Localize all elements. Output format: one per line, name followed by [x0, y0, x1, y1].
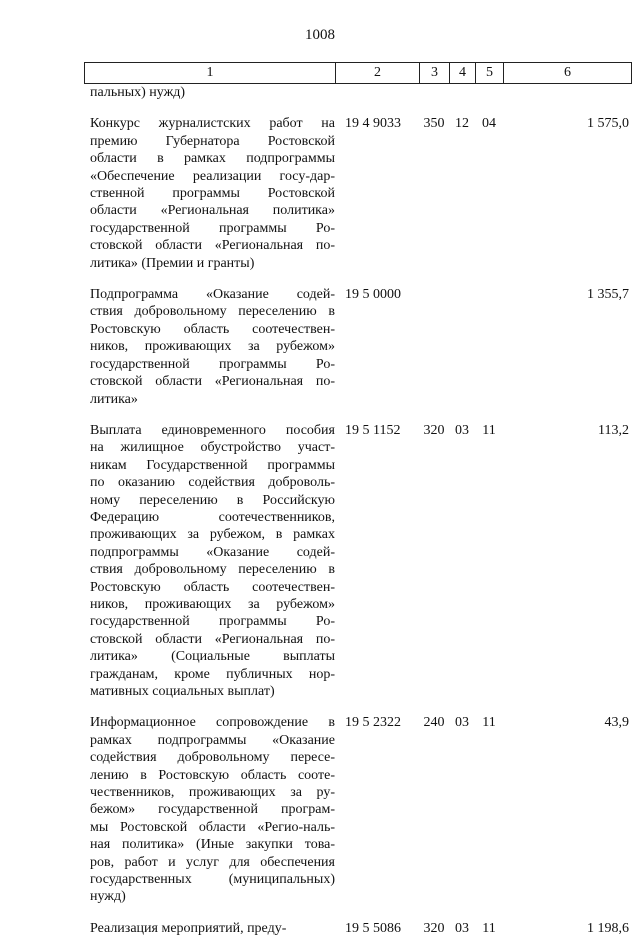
- row-amount: 1 198,6: [587, 920, 629, 936]
- column-header-3: 3: [420, 63, 450, 84]
- description-line: ному переселению в Российскую: [90, 492, 335, 508]
- row-col-4: 12: [455, 116, 469, 132]
- row-col-5: 04: [482, 116, 496, 132]
- row-col-5: [475, 272, 503, 408]
- description-line: стовской области «Региональная по-: [90, 631, 335, 647]
- description-line: рамках подпрограммы «Оказание: [90, 732, 335, 748]
- description-line: ствия добровольному переселению в: [90, 304, 335, 320]
- row-code: [335, 84, 419, 101]
- page-number: 1008: [305, 27, 335, 43]
- description-line: области в рамках подпрограммы: [90, 151, 335, 167]
- description-line: литика»: [90, 391, 138, 407]
- table-row: [84, 408, 631, 701]
- row-description: [84, 408, 335, 701]
- table-row: [84, 906, 631, 937]
- description-line: ров, работ и услуг для обеспечения: [90, 854, 335, 870]
- description-line: по оказанию содействия доброволь-: [90, 475, 335, 491]
- description-line: государственной программы Ро-: [90, 356, 335, 372]
- row-col-3: [419, 272, 449, 408]
- row-col-4: 03: [455, 422, 469, 438]
- description-line: нужд): [90, 889, 126, 905]
- description-line: литика» (Премии и гранты): [90, 255, 255, 271]
- description-line: Подпрограмма «Оказание содей-: [90, 287, 335, 303]
- row-col-4: 03: [455, 715, 469, 731]
- row-description: [84, 84, 335, 101]
- row-col-3: [419, 84, 449, 101]
- description-line: Ростовскую область соотечествен-: [90, 579, 335, 595]
- row-amount: 1 355,7: [587, 287, 629, 303]
- row-col-3: 320: [423, 422, 445, 438]
- table-row: [84, 84, 631, 101]
- description-line: государственной программы Ро-: [90, 614, 335, 630]
- description-line: ствия добровольному переселению в: [90, 562, 335, 578]
- description-line: ников, проживающих за рубежом»: [90, 339, 335, 355]
- description-line: гражданам, кроме публичных нор-: [90, 666, 335, 682]
- description-line: Ростовскую область соотечествен-: [90, 321, 335, 337]
- table-row: [84, 272, 631, 408]
- description-line: проживающих за рубежом, в рамках: [90, 527, 335, 543]
- column-header-1: 1: [85, 63, 336, 84]
- description-line: стовской области «Региональная по-: [90, 238, 335, 254]
- description-line: ная политика» (Иные закупки това-: [90, 837, 335, 853]
- row-col-5: 11: [482, 715, 496, 731]
- column-header-6: 6: [504, 63, 632, 84]
- description-line: пальных) нужд): [90, 85, 186, 100]
- row-amount: [503, 84, 631, 101]
- description-line: области «Региональная политика»: [90, 203, 335, 219]
- description-line: литика» (Социальные выплаты: [90, 649, 335, 665]
- description-line: мативных социальных выплат): [90, 684, 275, 699]
- description-line: содействия добровольному пересе-: [90, 750, 335, 766]
- row-col-5: 11: [482, 920, 496, 936]
- row-code: 19 5 5086: [345, 920, 401, 936]
- row-amount: 113,2: [598, 422, 629, 438]
- row-col-4: [449, 84, 475, 101]
- row-description: [84, 272, 335, 408]
- description-line: Информационное сопровождение в: [90, 715, 335, 731]
- column-header-table: [84, 62, 632, 84]
- row-col-3: 350: [423, 116, 445, 132]
- row-col-4: [449, 272, 475, 408]
- row-code: 19 5 0000: [345, 287, 401, 303]
- row-col-3: 320: [423, 920, 445, 936]
- column-header-2: 2: [336, 63, 420, 84]
- description-line: мы Ростовской области «Регио-наль-: [90, 819, 335, 835]
- description-line: ников, проживающих за рубежом»: [90, 596, 335, 612]
- table-row: [84, 700, 631, 905]
- description-line: Выплата единовременного пособия: [90, 422, 335, 438]
- row-col-3: 240: [423, 715, 445, 731]
- description-line: Реализация мероприятий, преду-: [90, 920, 287, 936]
- description-line: Конкурс журналистских работ на: [90, 116, 335, 132]
- row-amount: 43,9: [604, 715, 629, 731]
- description-line: государственных (муниципальных): [90, 872, 335, 888]
- row-col-4: 03: [455, 920, 469, 936]
- budget-table-body: [84, 84, 631, 937]
- description-line: Федерацию соотечественников,: [90, 509, 335, 525]
- description-line: «Обеспечение реализации госу-дар-: [90, 168, 335, 184]
- row-amount: 1 575,0: [587, 116, 629, 132]
- row-code: 19 4 9033: [345, 116, 401, 132]
- column-header-4: 4: [450, 63, 476, 84]
- row-code: 19 5 1152: [345, 422, 401, 438]
- column-header-row: [85, 63, 632, 84]
- table-row: [84, 101, 631, 272]
- row-description: [84, 906, 335, 937]
- row-code: 19 5 2322: [345, 715, 401, 731]
- description-line: лению в Ростовскую область соотe-: [90, 767, 335, 783]
- row-description: [84, 700, 335, 905]
- budget-table: [84, 84, 631, 937]
- description-line: ственной программы Ростовской: [90, 186, 335, 202]
- description-line: бежом» государственной програм-: [90, 802, 335, 818]
- row-description: [84, 101, 335, 272]
- description-line: подпрограммы «Оказание содей-: [90, 544, 335, 560]
- description-line: на жилищное обустройство участ-: [90, 440, 335, 456]
- row-col-5: 11: [482, 422, 496, 438]
- column-header-5: 5: [476, 63, 504, 84]
- row-col-5: [475, 84, 503, 101]
- description-line: премию Губернатора Ростовской: [90, 133, 335, 149]
- description-line: чественников, проживающих за ру-: [90, 785, 335, 801]
- description-line: никам Государственной программы: [90, 457, 335, 473]
- description-line: стовской области «Региональная по-: [90, 374, 335, 390]
- description-line: государственной программы Ро-: [90, 220, 335, 236]
